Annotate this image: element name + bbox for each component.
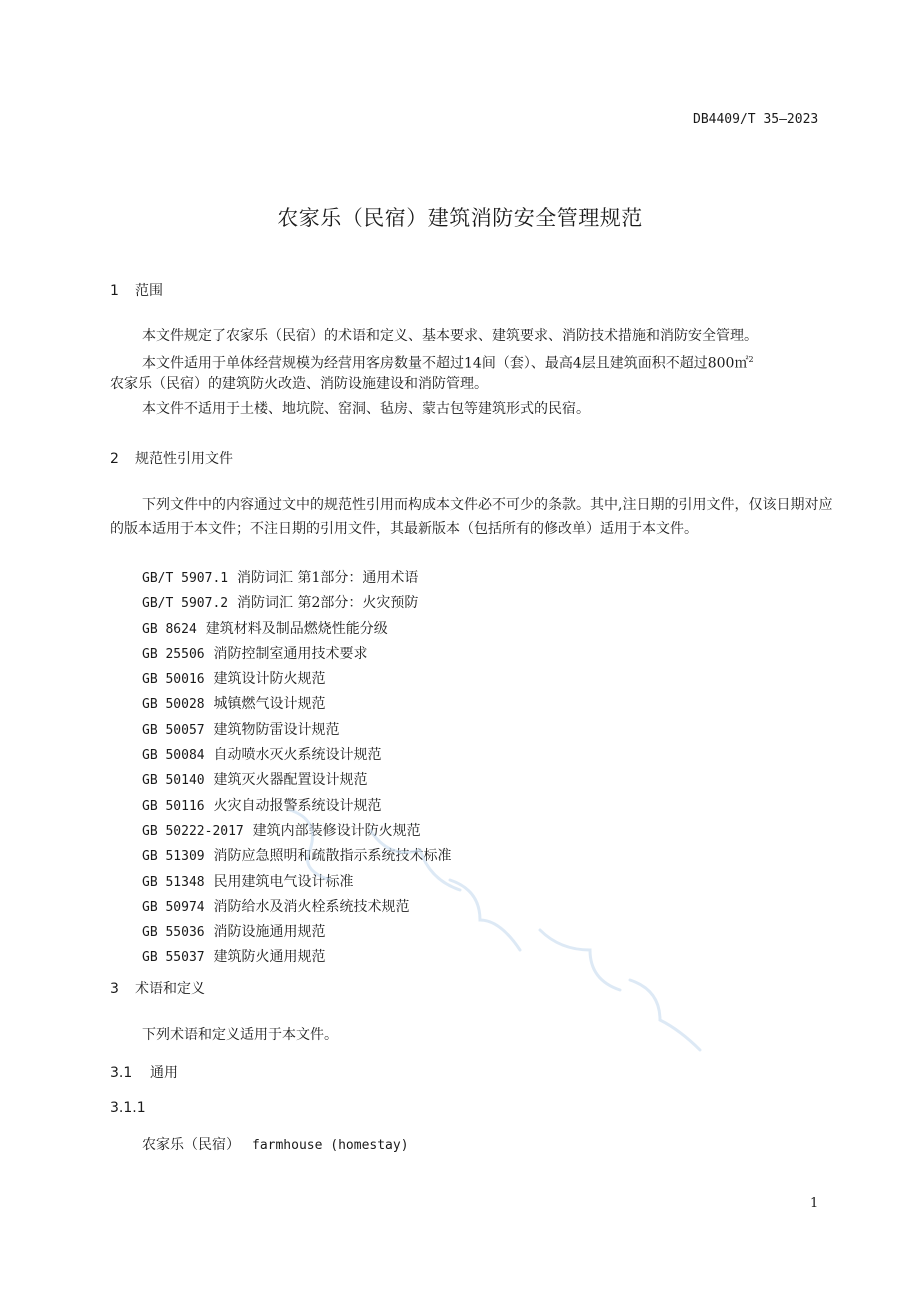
term-chinese: 农家乐（民宿） xyxy=(142,1137,240,1153)
section-title: 范围 xyxy=(135,283,163,299)
reference-item: GB/T 5907.1 消防词汇 第1部分：通用术语 xyxy=(142,570,419,586)
standard-code: DB4409/T 35—2023 xyxy=(693,112,819,127)
section-2-heading xyxy=(110,448,233,468)
reference-list xyxy=(142,566,452,971)
reference-item: GB 50222-2017 建筑内部装修设计防火规范 xyxy=(142,822,421,839)
superscript: 2 xyxy=(748,355,754,364)
subsection-3-1-1-number: 3.1.1 xyxy=(110,1100,146,1116)
reference-item: GB 51348 民用建筑电气设计标准 xyxy=(142,873,354,890)
reference-item: GB 25506 消防控制室通用技术要求 xyxy=(142,645,368,662)
reference-item: GB 51309 消防应急照明和疏散指示系统技术标准 xyxy=(142,848,452,865)
scope-paragraph-1: 本文件规定了农家乐（民宿）的术语和定义、基本要求、建筑要求、消防技术措施和消防安全管理。 xyxy=(142,328,758,344)
section-number: 1 xyxy=(110,283,119,299)
reference-item: GB 50016 建筑设计防火规范 xyxy=(142,671,326,688)
section-number: 2 xyxy=(110,451,119,467)
section-1-heading xyxy=(110,280,163,300)
reference-item: GB 50140 建筑灭火器配置设计规范 xyxy=(142,772,368,789)
section-number: 3 xyxy=(110,981,119,997)
subsection-number: 3.1 xyxy=(110,1065,133,1081)
page-number: 1 xyxy=(810,1196,819,1211)
document-title: 农家乐（民宿）建筑消防安全管理规范 xyxy=(277,206,643,230)
subsection-3-1-heading xyxy=(110,1062,178,1082)
scope-paragraph-2: 本文件适用于单体经营规模为经营用客房数量不超过14间（套）、最高4层且建筑面积不超过800㎡$^2$ xyxy=(142,355,754,372)
reference-item: GB 50028 城镇燃气设计规范 xyxy=(142,696,326,713)
term-english: farmhouse (homestay) xyxy=(252,1138,409,1153)
scope-paragraph-3: 本文件不适用于土楼、地坑院、窑洞、毡房、蒙古包等建筑形式的民宿。 xyxy=(142,401,590,417)
terms-intro: 下列术语和定义适用于本文件。 xyxy=(142,1027,338,1043)
reference-item: GB 50057 建筑物防雷设计规范 xyxy=(142,721,340,738)
reference-item: GB 55036 消防设施通用规范 xyxy=(142,924,326,941)
reference-item: GB 50084 自动喷水灭火系统设计规范 xyxy=(142,747,382,764)
reference-item: GB 50116 火灾自动报警系统设计规范 xyxy=(142,797,382,814)
section-3-heading xyxy=(110,978,205,998)
reference-item: GB 55037 建筑防火通用规范 xyxy=(142,949,326,966)
term-entry xyxy=(142,1134,409,1154)
reference-item: GB 8624 建筑材料及制品燃烧性能分级 xyxy=(142,620,388,637)
subsection-title: 通用 xyxy=(150,1065,178,1081)
scope-paragraph-2-cont: 农家乐（民宿）的建筑防火改造、消防设施建设和消防管理。 xyxy=(110,376,488,392)
references-intro: 下列文件中的内容通过文中的规范性引用而构成本文件必不可少的条款。其中,注日期的引用文件，仅该日期对应的版本适用于本文件；不注日期的引用文件，其最新版本（包括所有的修改单）适用于本文件。 xyxy=(110,497,833,537)
reference-item: GB/T 5907.2 消防词汇 第2部分：火灾预防 xyxy=(142,595,419,612)
section-title: 规范性引用文件 xyxy=(135,451,233,467)
section-title: 术语和定义 xyxy=(135,981,205,997)
reference-item: GB 50974 消防给水及消火栓系统技术规范 xyxy=(142,898,410,915)
